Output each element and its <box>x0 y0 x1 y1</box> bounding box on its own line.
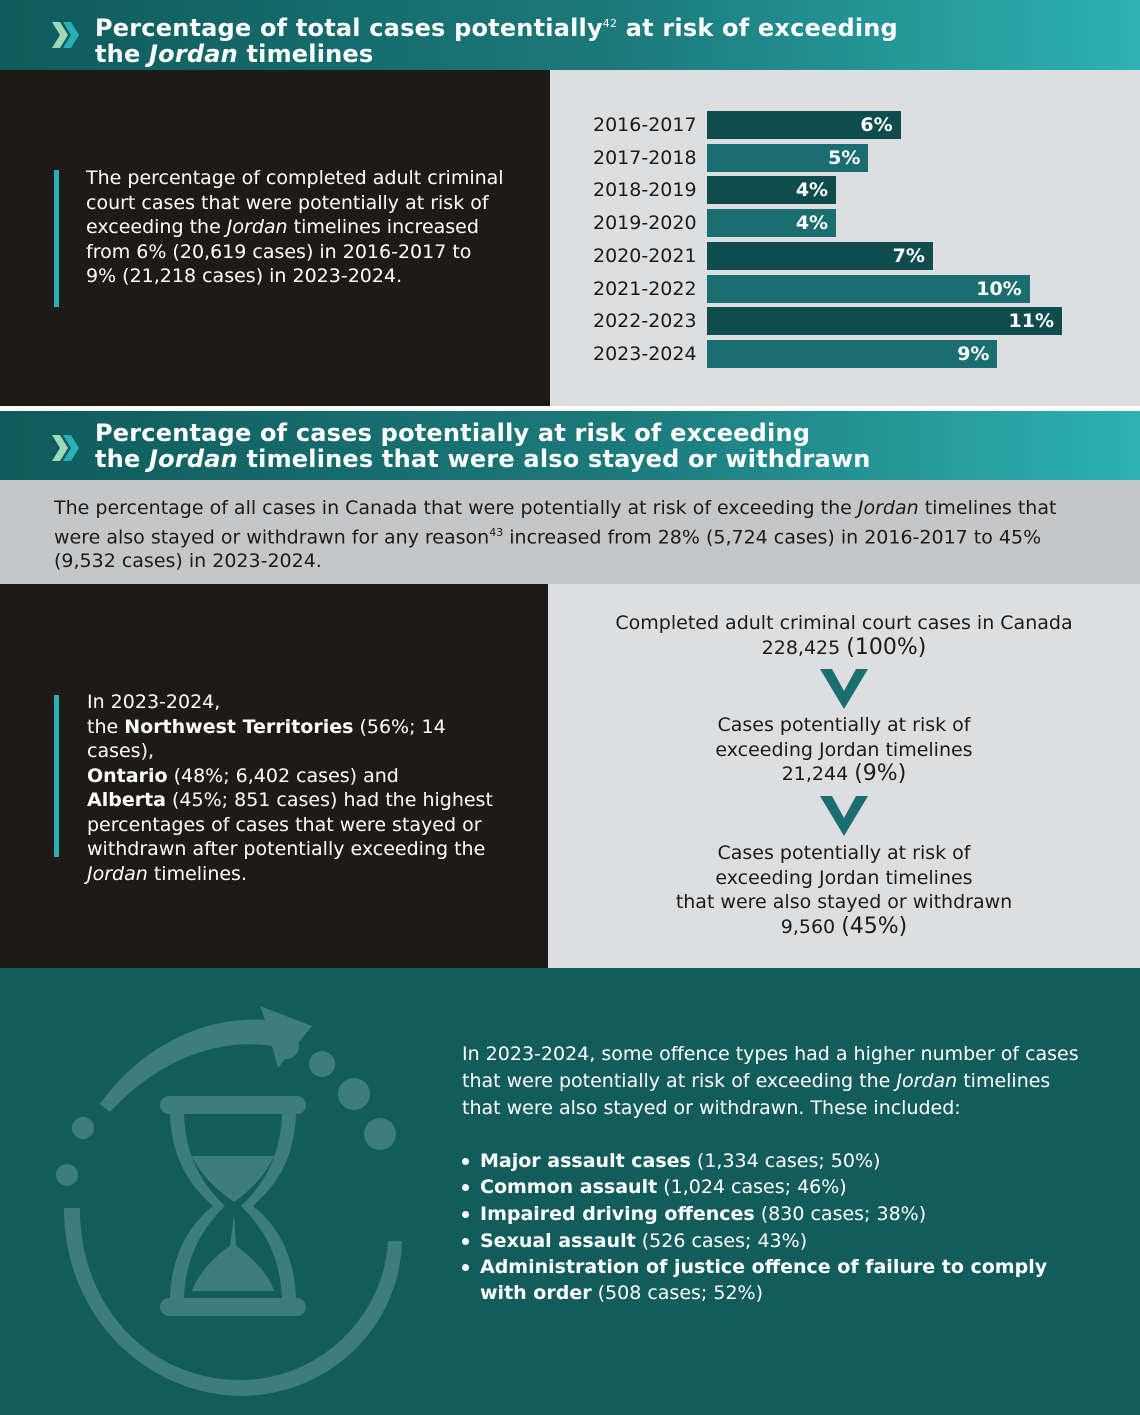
section1-title: Percentage of total cases potentially$^{42}$ at risk of exceeding the Jordan timelines <box>95 14 898 68</box>
offences-intro: In 2023-2024, some offence types had a higher number of cases that were potentially at risk of exceeding the Jordan timelines that were also stayed or withdrawn. These included: <box>462 1043 1079 1119</box>
flow-step-2: Cases potentially at risk of exceeding Jordan timelines 21,244 (9%) <box>715 714 973 786</box>
y-tick-label: 2020-2021 <box>593 244 697 267</box>
section1-paragraph: The percentage of completed adult criminal court cases that were potentially at risk of exceeding the Jordan timelines increased from 6% (20,619 cases) in 2016-2017 to 9% (21,218 cases) in 2023-2024. <box>86 167 504 287</box>
data-label: 7% <box>892 244 925 267</box>
y-tick-label: 2016-2017 <box>593 114 697 136</box>
down-chevron-icon <box>820 796 868 836</box>
data-label: 4% <box>795 212 829 235</box>
y-tick-label: 2022-2023 <box>593 310 697 333</box>
down-chevron-icon <box>820 669 868 709</box>
bar <box>707 340 997 368</box>
section2-title: Percentage of cases potentially at risk of exceeding the Jordan timelines that were also stayed or withdrawn <box>95 419 871 473</box>
y-tick-label: 2017-2018 <box>593 146 697 169</box>
accent-bar <box>54 695 59 857</box>
chevron-right-icon <box>52 22 80 48</box>
chevron-right-icon <box>52 435 80 461</box>
data-label: 6% <box>860 114 893 136</box>
flow-step-3: Cases potentially at risk of exceeding Jordan timelines that were also stayed or withdrawn 9,560 (45%) <box>675 842 1013 939</box>
provinces-paragraph: In 2023-2024, the Northwest Territories (56%; 14 cases), Ontario (48%; 6,402 cases) and Alberta (45%; 851 cases) had the highest percentages of cases that were stayed or withdrawn after potentially exceeding the Jordan timelines. <box>87 691 493 885</box>
offences-section: In 2023-2024, some offence types had a higher number of cases that were potentially at risk of exceeding the Jordan timelines that were also stayed or withdrawn. These included: Major assault cases (1,334 cases; 50%) Common assault (1,024 cases; 46%) Impaired driving offences (830 cases; 38%) Sexual assault (526 cases; 43%) Administration of justice offence of failure to comply with order (508 cases; 52%) <box>0 968 1140 1415</box>
y-tick-label: 2021-2022 <box>593 277 697 300</box>
y-tick-label: 2018-2019 <box>593 179 697 202</box>
data-label: 11% <box>1008 310 1054 333</box>
data-label: 10% <box>976 277 1022 300</box>
data-label: 4% <box>795 179 829 202</box>
data-label: 5% <box>828 146 861 169</box>
hourglass-icon <box>50 986 420 1406</box>
y-tick-label: 2019-2020 <box>593 212 697 235</box>
data-label: 9% <box>957 342 990 365</box>
section2-banner <box>0 411 1140 480</box>
section1-banner <box>0 0 1140 70</box>
flow-step-1: Completed adult criminal court cases in Canada 228,425 (100%) <box>615 612 1073 660</box>
accent-bar <box>54 170 59 307</box>
y-tick-label: 2023-2024 <box>593 342 697 365</box>
summary-text: The percentage of all cases in Canada that were potentially at risk of exceeding the Jordan timelines that were also stayed or withdrawn for any reason$^{43}$ increased from 28% (5,724 cases) in 2016-2017 to 45% (9,532 cases) in 2023-2024. <box>54 497 1057 573</box>
